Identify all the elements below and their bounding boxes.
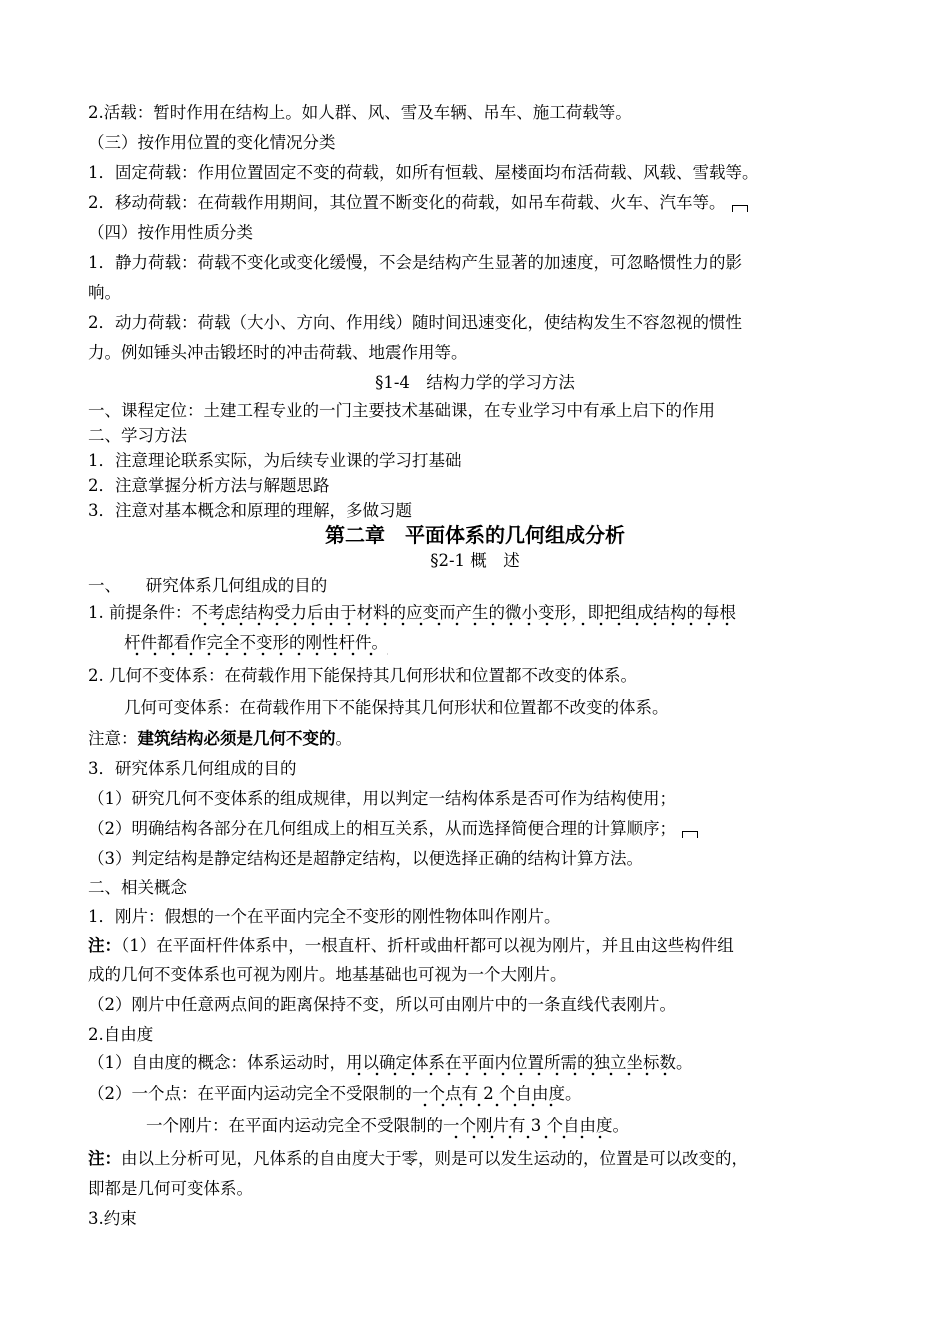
text-line (88, 1083, 582, 1105)
text-span: 一个刚片：在平面内运动完全不受限制的 (146, 1116, 443, 1135)
text-line (88, 1052, 693, 1074)
text-line: 响。 (88, 283, 121, 302)
text-span: 由以上分析可见，凡体系的自由度大于零，则是可以发生运动的，位置是可以改变的， (121, 1149, 748, 1168)
text-line: 2.活载：暂时作用在结构上。如人群、风、雪及车辆、吊车、施工荷载等。 (88, 103, 632, 122)
text-span: （1）在平面杆件体系中，一根直杆、折杆或曲杆都可以视为刚片，并且由这些构件组 (121, 936, 734, 955)
revision-mark-icon (682, 831, 698, 838)
text-line (88, 728, 352, 750)
text-line: 二、相关概念 (88, 878, 187, 897)
revision-mark-icon (732, 205, 748, 212)
text-line (146, 1115, 629, 1137)
chapter-title: 第二章 平面体系的几何组成分析 (325, 523, 625, 547)
emphasis-dotted-text: 用以确定体系在平面内位置所需的独立坐标数 (346, 1053, 676, 1077)
text-line: 几何可变体系：在荷载作用下不能保持其几何形状和位置都不改变的体系。 (124, 698, 669, 717)
emphasis-dotted-text: 一个刚片有 3 个自由度 (443, 1116, 613, 1140)
text-line (88, 192, 748, 214)
text-line: 2．动力荷载：荷载（大小、方向、作用线）随时间迅速变化，使结构发生不容忽视的惯性 (88, 313, 742, 332)
emphasis-dotted-text: 杆件都看作完全不变形的刚性杆件。 (124, 633, 388, 657)
bold-text: 建筑结构必须是几何不变的 (137, 729, 336, 748)
text-line: 即都是几何可变体系。 (88, 1179, 253, 1198)
text-line (88, 818, 698, 840)
text-line: 2．注意掌握分析方法与解题思路 (88, 476, 330, 495)
text-line: 1．刚片：假想的一个在平面内完全不变形的刚性物体叫作刚片。 (88, 907, 561, 926)
text-span: 2．移动荷载：在荷载作用期间，其位置不断变化的荷载，如吊车荷载、火车、汽车等。 (88, 193, 726, 212)
section-heading: §1-4 结构力学的学习方法 (375, 373, 575, 392)
text-span: （2）一个点：在平面内运动完全不受限制的 (88, 1084, 412, 1103)
text-line: 3．研究体系几何组成的目的 (88, 759, 297, 778)
text-line: （四）按作用性质分类 (88, 223, 253, 242)
text-line: （3）判定结构是静定结构还是超静定结构，以便选择正确的结构计算方法。 (88, 849, 643, 868)
text-line: 3．注意对基本概念和原理的理解，多做习题 (88, 501, 412, 520)
text-line: 1．固定荷载：作用位置固定不变的荷载，如所有恒载、屋楼面均布活荷载、风载、雪载等。 (88, 163, 759, 182)
text-line (88, 602, 736, 624)
text-line: 力。例如锤头冲击锻坯时的冲击荷载、地震作用等。 (88, 343, 468, 362)
text-line: 一、 研究体系几何组成的目的 (88, 576, 328, 595)
text-line (88, 1148, 748, 1170)
emphasis-dotted-text: 一个点有 2 个自由度 (412, 1084, 565, 1108)
text-line (124, 632, 388, 654)
text-span: 。 (335, 729, 352, 748)
text-line: 1．注意理论联系实际，为后续专业课的学习打基础 (88, 451, 462, 470)
text-span: 。 (612, 1116, 629, 1135)
text-line: 成的几何不变体系也可视为刚片。地基基础也可视为一个大刚片。 (88, 965, 567, 984)
text-line: 2. 几何不变体系：在荷载作用下能保持其几何形状和位置都不改变的体系。 (88, 666, 637, 685)
text-line: 一、课程定位：土建工程专业的一门主要技术基础课，在专业学习中有承上启下的作用 (88, 401, 715, 420)
text-span: 。 (565, 1084, 582, 1103)
text-span: （2）明确结构各部分在几何组成上的相互关系，从而选择简便合理的计算顺序； (88, 819, 676, 838)
text-line (88, 935, 734, 957)
emphasis-dotted-text: 不考虑结构受力后由于材料的应变而产生的微小变形，即把组成结构的每根 (192, 603, 737, 627)
text-span: 。 (676, 1053, 693, 1072)
text-line: （三）按作用位置的变化情况分类 (88, 133, 336, 152)
text-span: （1）自由度的概念：体系运动时， (88, 1053, 346, 1072)
bold-text: 注： (88, 936, 121, 955)
text-line: （1）研究几何不变体系的组成规律，用以判定一结构体系是否可作为结构使用； (88, 789, 676, 808)
text-line: （2）刚片中任意两点间的距离保持不变，所以可由刚片中的一条直线代表刚片。 (88, 995, 676, 1014)
text-span: 1. 前提条件： (88, 603, 192, 622)
text-line: 二、学习方法 (88, 426, 187, 445)
text-span: 注意： (88, 729, 138, 748)
text-line: 1．静力荷载：荷载不变化或变化缓慢，不会是结构产生显著的加速度，可忽略惯性力的影 (88, 253, 742, 272)
text-line: 3.约束 (88, 1209, 137, 1228)
bold-text: 注： (88, 1149, 121, 1168)
section-heading: §2-1 概 述 (430, 551, 520, 570)
text-line: 2.自由度 (88, 1025, 154, 1044)
